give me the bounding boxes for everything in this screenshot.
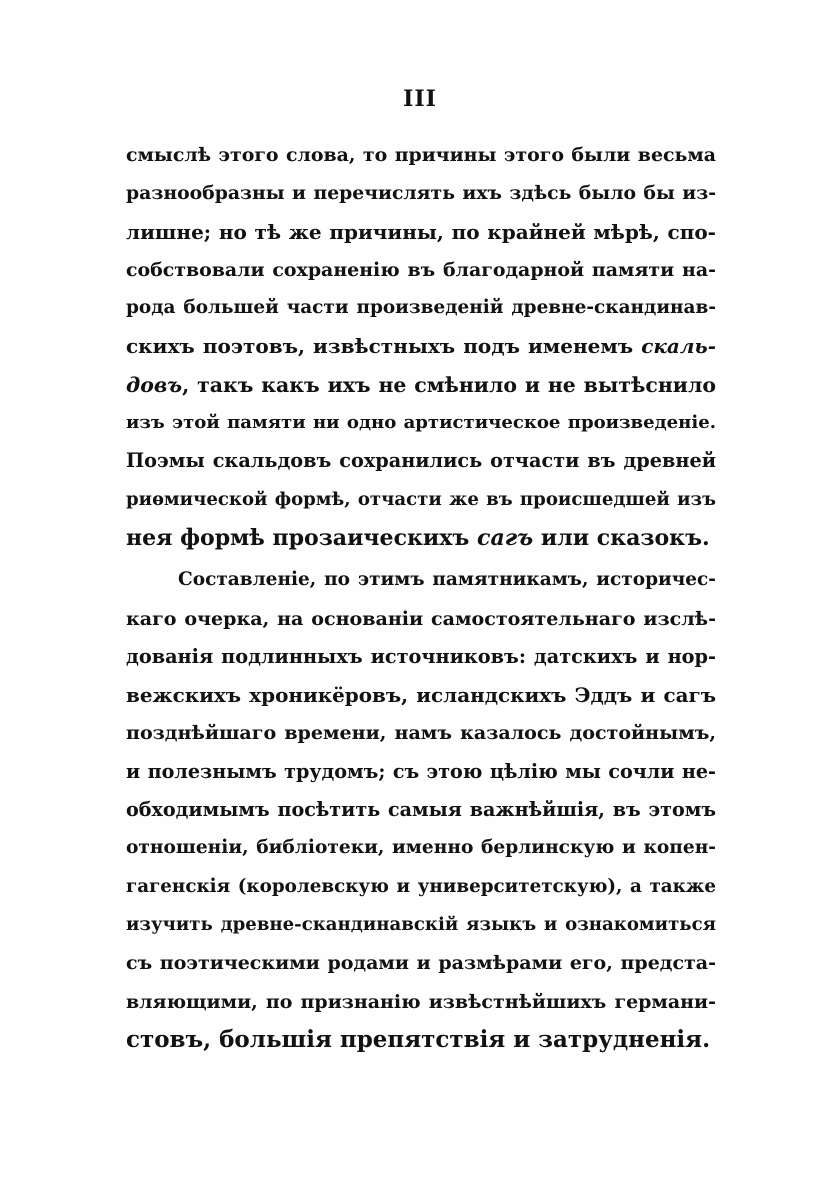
text-line: вежскихъ хроникёровъ, исландскихъ Эддъ и сагъ [126, 683, 716, 708]
text-line: гагенскія (королевскую и университетскую), а также [126, 875, 716, 897]
text-line: собствовали сохраненію въ благодарной памяти на- [126, 258, 716, 281]
text-line: дованія подлинныхъ источниковъ: датскихъ и нор- [126, 644, 716, 668]
italic-term: сагъ [477, 524, 534, 551]
paragraph [126, 561, 716, 1059]
text-line: и полезнымъ трудомъ; съ этою цѣлію мы сочли не- [126, 759, 716, 783]
text-line: обходимымъ посѣтить самыя важнѣйшія, въ этомъ [126, 798, 716, 822]
text-line: Поэмы скальдовъ сохранились отчасти въ древней [126, 449, 716, 473]
italic-term: скаль- [641, 334, 716, 359]
text-line: каго очерка, на основаніи самостоятельнаго изслѣ- [126, 607, 716, 630]
page-number: III [403, 86, 437, 112]
text-line: довъ, такъ какъ ихъ не смѣнило и не вытѣснило [126, 372, 716, 397]
text-line: Составленіе, по этимъ памятникамъ, историчес- [178, 569, 716, 591]
text-line: изъ этой памяти ни одно артистическое произведеніе. [126, 412, 716, 434]
text-line: разнообразны и перечислять ихъ здѣсь было бы из- [126, 182, 716, 205]
italic-term: довъ [126, 372, 183, 397]
text-line: лишне; но тѣ же причины, по крайней мѣрѣ, спо- [126, 219, 716, 244]
text-line: риѳмической формѣ, отчасти же въ происшедшей изъ [126, 488, 716, 510]
text-line: стовъ, большія препятствія и затрудненія. [126, 1025, 711, 1053]
body-text [126, 136, 716, 1059]
paragraph [126, 136, 716, 557]
text-line: отношеніи, библіотеки, именно берлинскую и копен- [126, 837, 716, 859]
text-line: изучить древне-скандинавскій языкъ и ознакомиться [126, 913, 716, 935]
text-line: вляющими, по признанію извѣстнѣйшихъ германи- [126, 990, 716, 1013]
text-line: смыслѣ этого слова, то причины этого были весьма [126, 144, 716, 166]
text-line: скихъ поэтовъ, извѣстныхъ подъ именемъ скаль- [126, 334, 716, 359]
text-line: нея формѣ прозаическихъ сагъ или сказокъ. [126, 524, 710, 551]
text-line: рода большей части произведеній древне-скандинав- [126, 297, 716, 319]
text-line: позднѣйшаго времени, намъ казалось достойнымъ, [126, 722, 716, 745]
text-line: съ поэтическими родами и размѣрами его, предста- [126, 952, 716, 975]
